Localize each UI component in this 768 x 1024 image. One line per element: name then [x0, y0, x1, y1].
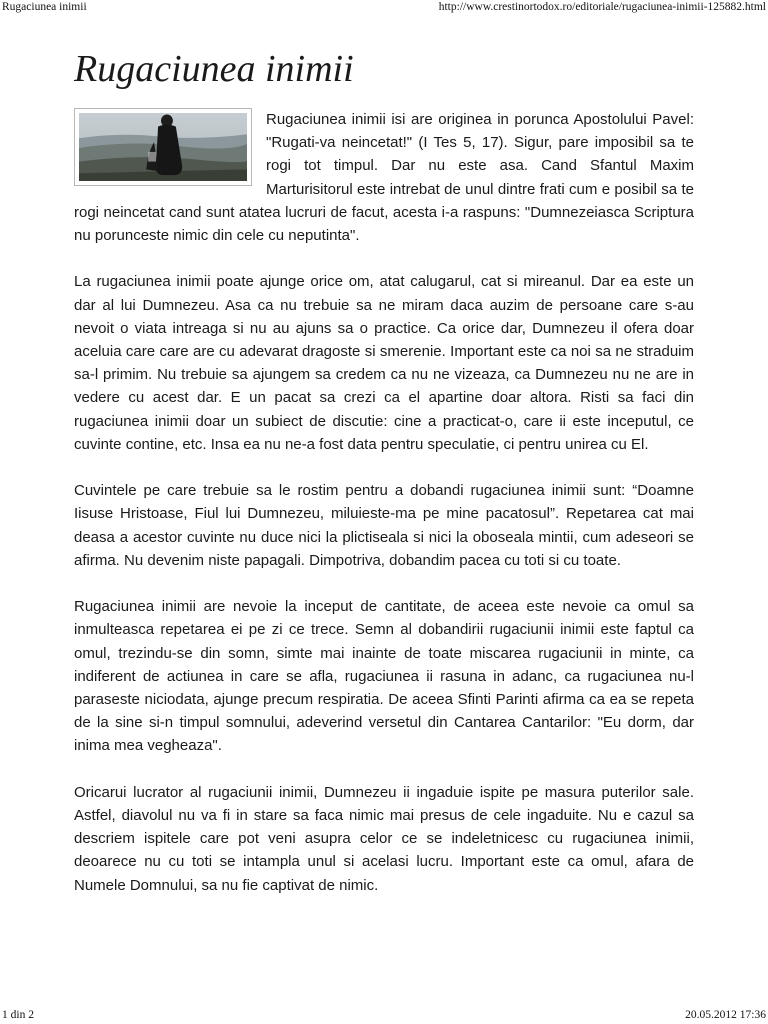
print-footer: [0, 1008, 768, 1024]
article-paragraph-4: Rugaciunea inimii are nevoie la inceput de cantitate, de aceea este nevoie ca omul sa inmulteasca repetarea ei pe zi ce trece. Semn al dobandirii rugaciunii inimii este faptul ca omul, trezindu-se din somn, simte mai inainte de toate miscarea rugaciunii in minte, ca indiferent de actiunea in care se afla, rugaciunea ii rasuna in adanc, ca rugaciunea nu-l paraseste niciodata, ajunge precum respiratia. De aceea Sfinti Parinti afirma ca ea se repeta de la sine si-n timpul somnului, adeverind versetul din Cantarea Cantarilor: "Eu dorm, dar inima mea vegheaza".: [74, 598, 694, 755]
article-title: Rugaciunea inimii: [74, 48, 354, 90]
article-paragraph-2: La rugaciunea inimii poate ajunge orice om, atat calugarul, cat si mireanul. Dar ea este un dar al lui Dumnezeu. Asa ca nu trebuie sa ne miram daca auzim de persoane care s-au nevoit o viata intreaga si nu au ajuns sa o practice. Ca orice dar, Dumnezeu il ofera doar aceluia care care are cu adevarat dragoste si smerenie. Important este ca noi sa ne straduim sa-l primim. Nu trebuie sa ajungem sa credem ca nu ne vizeaza, ca Dumnezeu nu ne are in vedere cu acest dar. E un pacat sa crezi ca el apartine doar altora. Risti sa faci din rugaciunea inimii doar un subiect de discutie: cine a practicat-o, care ii este inceputul, ce cuvinte contine, etc. Insa ea nu ne-a fost data pentru speculatie, ci pentru unirea cu El.: [74, 273, 694, 453]
print-url: http://www.crestinortodox.ro/editoriale/rugaciunea-inimii-125882.html: [438, 1, 766, 13]
article-paragraph-3: Cuvintele pe care trebuie sa le rostim pentru a dobandi rugaciunea inimii sunt: “Doamne Iisuse Hristoase, Fiul lui Dumnezeu, miluieste-ma pe mine pacatosul”. Repetarea cat mai deasa a acestor cuvinte nu duce nici la plictiseala si nici la oboseala mintii, cum adeseori se afirma. Nu devenim niste papagali. Dimpotriva, dobandim pacea cu toti si cu toate.: [74, 482, 694, 569]
page-number: 1 din 2: [2, 1009, 34, 1021]
article-paragraph-1: Rugaciunea inimii isi are originea in porunca Apostolului Pavel: "Rugati-va neincetat!" (I Tes 5, 17). Sigur, pare imposibil sa te rogi tot timpul. Dar nu este asa. Cand Sfantul Maxim Marturisitorul este intrebat de unul dintre frati cum e posibil sa te rogi neincetat cand sunt atatea lucruri de facut, acesta i-a raspuns: "Dumnezeiasca Scriptura nu porunceste nimic din cele cu neputinta".: [74, 108, 694, 247]
print-header: [0, 0, 768, 16]
article-photo: [74, 108, 252, 186]
article-paragraph-5: Oricarui lucrator al rugaciunii inimii, Dumnezeu ii ingaduie ispite pe masura puterilor sale. Astfel, diavolul nu va fi in stare sa faca nimic mai presus de cele ingaduite. Nu e cazul sa descriem ispitele care pot veni asupra celor ce se indeletnicesc cu rugaciunea inimii, deoarece nu cu toti se intampla unul si acelasi lucru. Important este ca omul, afara de Numele Domnului, sa nu fie captivat de nimic.: [74, 783, 694, 894]
monk-landscape-image: [79, 113, 247, 181]
article: [74, 46, 694, 920]
print-timestamp: 20.05.2012 17:36: [685, 1009, 766, 1021]
print-page-title: Rugaciunea inimii: [2, 1, 87, 13]
